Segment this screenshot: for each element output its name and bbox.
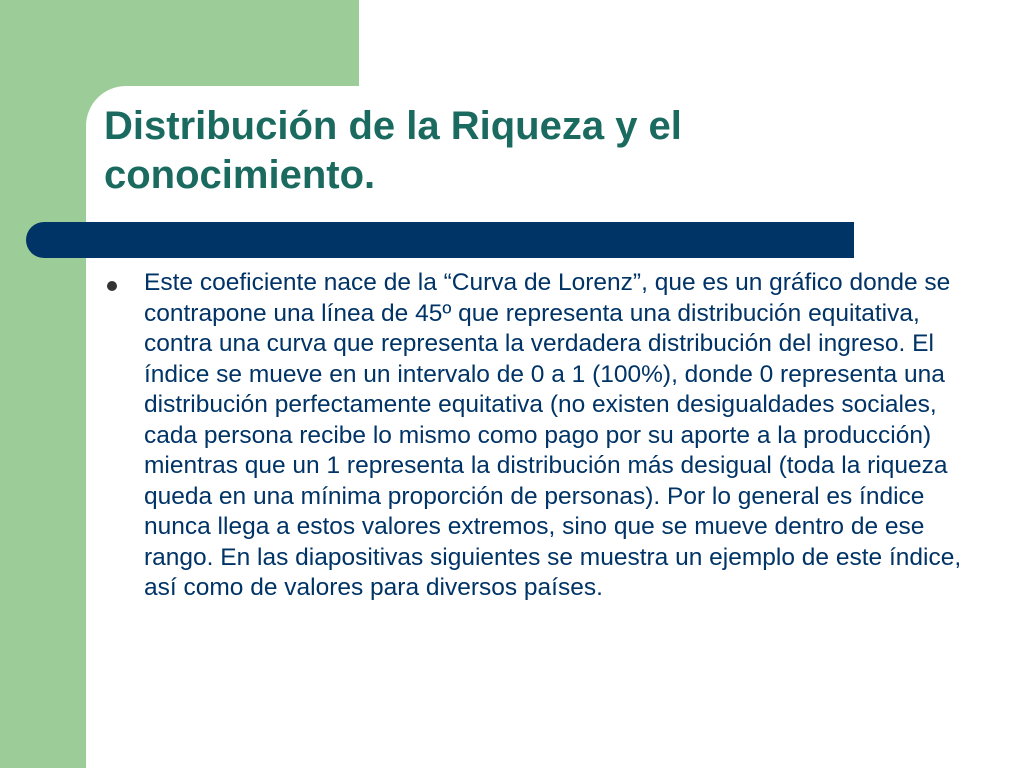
bullet-item (104, 268, 964, 604)
bullet-dot-icon (107, 281, 117, 291)
title-divider-bar (26, 222, 854, 258)
bullet-text: Este coeficiente nace de la “Curva de Lorenz”, que es un gráfico donde se contrapone una línea de 45º que representa una distribución equitativa, contra una curva que representa la verdadera distribución del ingreso. El índice se mueve en un intervalo de 0 a 1 (100%), donde 0 representa una distribución perfectamente equitativa (no existen desigualdades sociales, cada persona recibe lo mismo como pago por su aporte a la producción) mientras que un 1 representa la distribución más desigual (toda la riqueza queda en una mínima proporción de personas). Por lo general es índice nunca llega a estos valores extremos, sino que se mueve dentro de ese rango. En las diapositivas siguientes se muestra un ejemplo de este índice, así como de valores para diversos países. (144, 269, 962, 601)
slide-title: Distribución de la Riqueza y el conocimiento. (104, 104, 682, 197)
slide-body (104, 268, 964, 604)
